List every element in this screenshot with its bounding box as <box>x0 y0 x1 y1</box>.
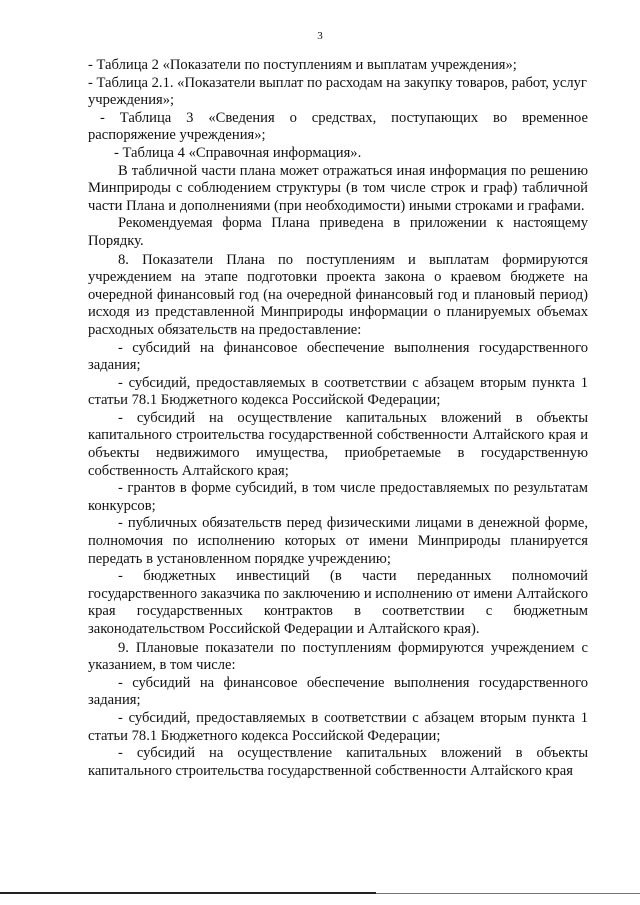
document-body <box>88 57 588 780</box>
table-list-item: - Таблица 2 «Показатели по поступлениям и выплатам учреждения»; <box>88 57 517 73</box>
bullet-paragraph: - субсидий на финансовое обеспечение выполнения государственного задания; <box>88 339 588 374</box>
bullet-paragraph: - бюджетных инвестиций (в части переданных полномочий государственного заказчика по заключению и исполнению от имени Алтайского края государственных контрактов в соответствии с бюджетным законодательством Российской Федерации и Алтайского края). <box>88 568 588 637</box>
bullet-paragraph: - субсидий на финансовое обеспечение выполнения государственного задания; <box>88 674 588 709</box>
bullet-paragraph: - субсидий на осуществление капитальных вложений в объекты капитального строительства государственной собственности Алтайского края <box>88 745 588 779</box>
scan-edge-line <box>0 892 376 894</box>
bullet-paragraph: - публичных обязательств перед физическими лицами в денежной форме, полномочия по исполнению которых от имени Минприроды планируется передать в установленном порядке учреждению; <box>88 515 588 567</box>
table-list-item: - Таблица 3 «Сведения о средствах, поступающих во временное распоряжение учреждения»; <box>88 109 588 144</box>
bullet-paragraph: - субсидий на осуществление капитальных вложений в объекты капитального строительства государственной собственности Алтайского края и объекты недвижимого имущества, приобретаемые в государственную собственность Алтайского края; <box>88 409 588 479</box>
table-list-item: - Таблица 2.1. «Показатели выплат по расходам на закупку товаров, работ, услуг учреждения»; <box>88 74 587 109</box>
bullet-paragraph: - субсидий, предоставляемых в соответствии с абзацем вторым пункта 1 статьи 78.1 Бюджетного кодекса Российской Федерации; <box>88 374 588 409</box>
body-paragraph: Рекомендуемая форма Плана приведена в приложении к настоящему Порядку. <box>88 215 588 249</box>
section-paragraph: 9. Плановые показатели по поступлениям формируются учреждением с указанием, в том числе: <box>88 639 588 674</box>
body-paragraph: В табличной части плана может отражаться иная информация по решению Минприроды с соблюдением структуры (в том числе строк и граф) табличной части Плана и дополнениями (при необходимости) иными строками и графами. <box>88 162 588 214</box>
bullet-paragraph: - грантов в форме субсидий, в том числе предоставляемых по результатам конкурсов; <box>88 480 588 514</box>
page-number: 3 <box>317 30 323 42</box>
scan-edge-line <box>376 893 640 894</box>
table-list-item: - Таблица 4 «Справочная информация». <box>114 144 362 161</box>
section-paragraph: 8. Показатели Плана по поступлениям и выплатам формируются учреждением на этапе подготовки проекта закона о краевом бюджете на очередной финансовый год (на очередной финансовый год и плановый период) исходя из представленной Минприроды информации о планируемых объемах расходных обязательств на предоставление: <box>88 251 588 338</box>
bullet-paragraph: - субсидий, предоставляемых в соответствии с абзацем вторым пункта 1 статьи 78.1 Бюджетного кодекса Российской Федерации; <box>88 709 588 744</box>
